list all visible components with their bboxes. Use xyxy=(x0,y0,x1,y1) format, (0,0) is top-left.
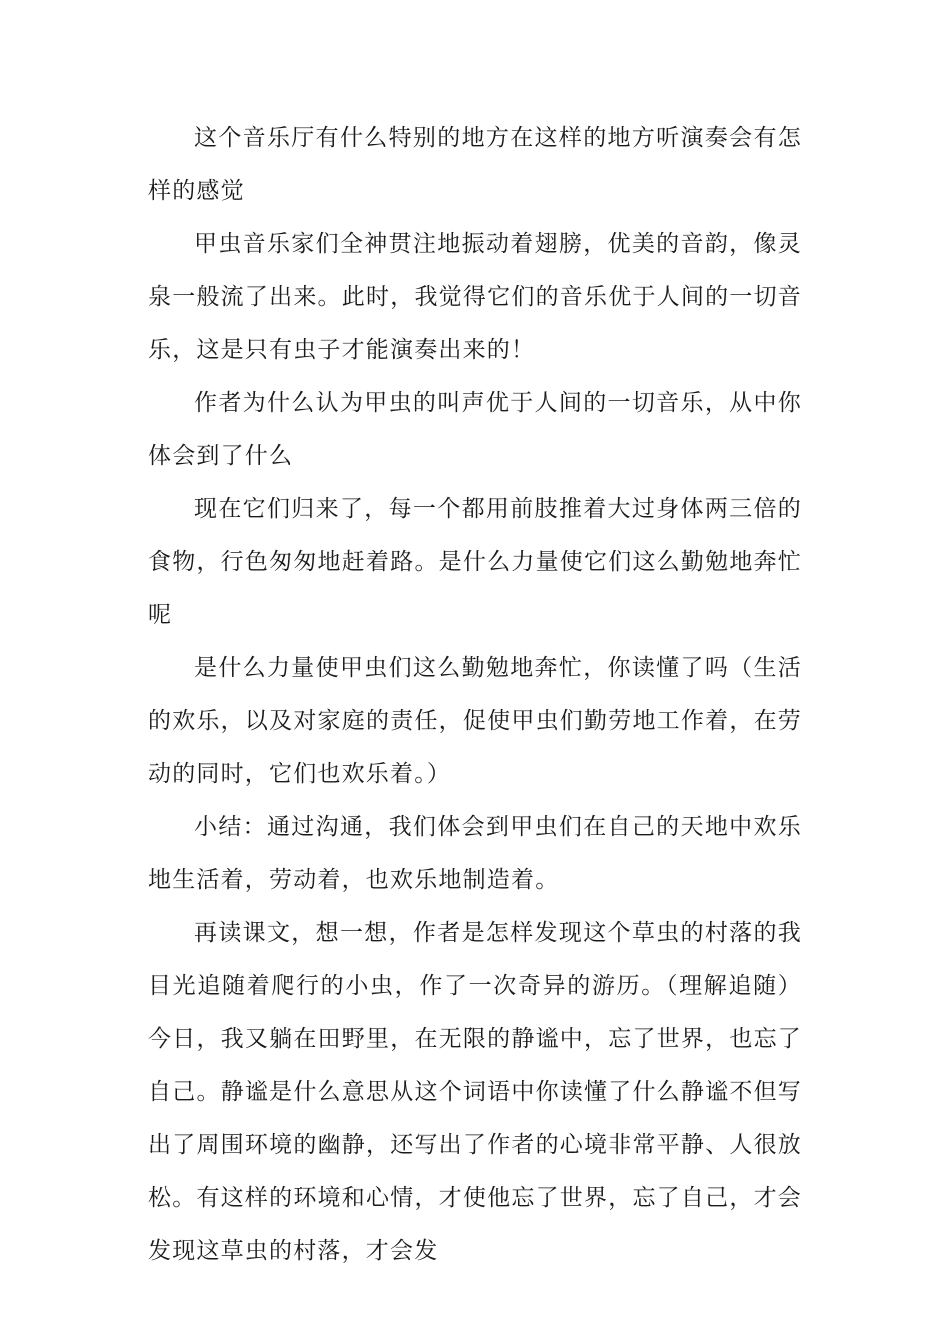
document-body xyxy=(148,112,802,1278)
paragraph: 再读课文，想一想，作者是怎样发现这个草虫的村落的我目光追随着爬行的小虫，作了一次奇异的游历。（理解追随）今日，我又躺在田野里，在无限的静谧中，忘了世界，也忘了自己。静谧是什么意思从这个词语中你读懂了什么静谧不但写出了周围环境的幽静，还写出了作者的心境非常平静、人很放松。有这样的环境和心情，才使他忘了世界，忘了自己，才会发现这草虫的村落，才会发 xyxy=(148,920,802,1264)
paragraph: 是什么力量使甲虫们这么勤勉地奔忙，你读懂了吗（生活的欢乐，以及对家庭的责任，促使甲虫们勤劳地工作着，在劳动的同时，它们也欢乐着。） xyxy=(148,655,802,787)
paragraph: 作者为什么认为甲虫的叫声优于人间的一切音乐，从中你体会到了什么 xyxy=(148,390,802,469)
paragraph: 现在它们归来了，每一个都用前肢推着大过身体两三倍的食物，行色匆匆地赶着路。是什么力量使它们这么勤勉地奔忙呢 xyxy=(148,496,802,628)
paragraph: 甲虫音乐家们全神贯注地振动着翅膀，优美的音韵，像灵泉一般流了出来。此时，我觉得它们的音乐优于人间的一切音乐，这是只有虫子才能演奏出来的！ xyxy=(148,231,802,363)
paragraph: 这个音乐厅有什么特别的地方在这样的地方听演奏会有怎样的感觉 xyxy=(148,125,802,204)
paragraph: 小结：通过沟通，我们体会到甲虫们在自己的天地中欢乐地生活着，劳动着，也欢乐地制造着。 xyxy=(148,814,802,893)
